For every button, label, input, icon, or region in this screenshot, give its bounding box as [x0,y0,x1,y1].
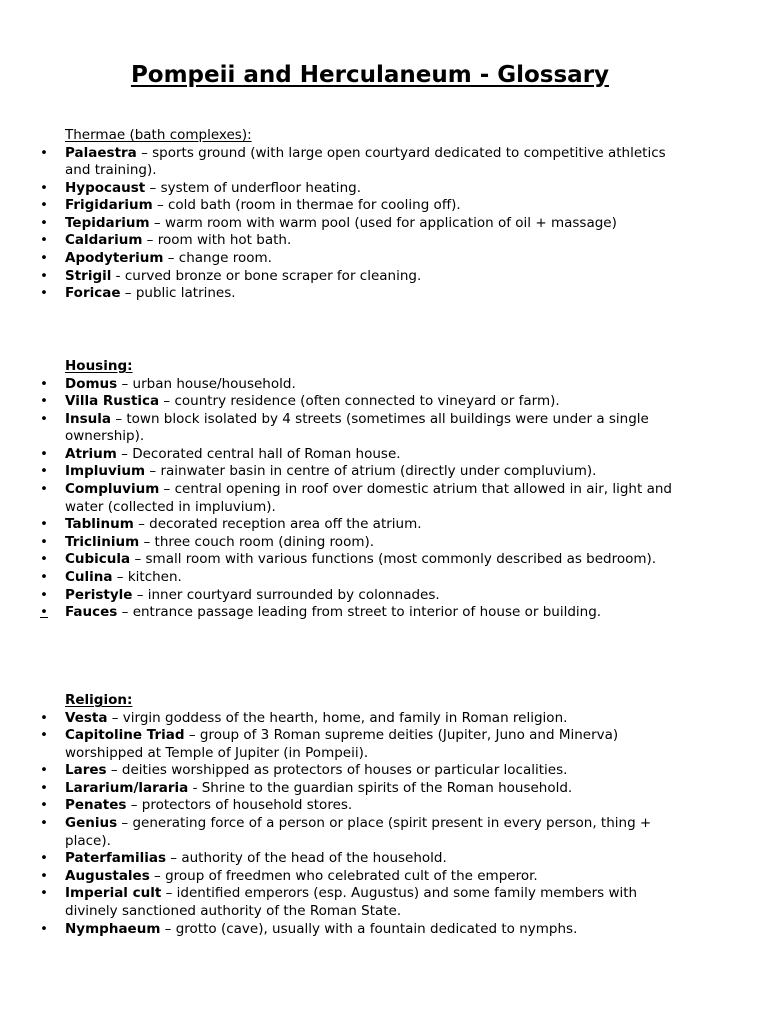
bullet-icon: • [40,197,48,214]
glossary-definition: - curved bronze or bone scraper for cleaning. [111,267,422,284]
glossary-term: Domus [65,375,118,392]
glossary-term: Lararium/lararia [65,779,189,796]
glossary-term: Triclinium [65,533,140,550]
bullet-icon: • [40,569,48,586]
glossary-definition: – country residence (often connected to vineyard or farm). [159,393,560,410]
glossary-definition: – warm room with warm pool (used for application of oil + massage) [149,214,617,231]
glossary-item [0,569,675,587]
glossary-item [0,268,675,286]
glossary-term: Augustales [65,867,150,884]
glossary-term: Insula [65,410,112,427]
glossary-definition: – urban house/household. [117,375,296,392]
glossary-definition: – grotto (cave), usually with a fountain dedicated to nymphs. [160,920,578,937]
bullet-icon: • [40,232,48,249]
bullet-icon: • [40,214,48,231]
glossary-term: Tablinum [65,516,134,533]
glossary-definition: – public latrines. [120,285,236,302]
glossary-definition: – entrance passage leading from street to interior of house or building. [117,604,602,621]
glossary-term: Culina [65,569,113,586]
glossary-definition: – town block isolated by 4 streets (sometimes all buildings were under a single ownership). [65,410,649,445]
glossary-definition: – central opening in roof over domestic atrium that allowed in air, light and water (collected in impluvium). [65,481,672,515]
glossary-item [0,411,675,446]
glossary-term: Caldarium [65,232,143,249]
glossary-item [0,815,675,850]
bullet-icon: • [40,551,48,568]
bullet-icon: • [40,709,48,726]
bullet-icon: • [40,727,48,744]
glossary-term: Vesta [65,709,108,726]
bullet-icon: • [40,797,48,814]
glossary-definition: – change room. [163,250,272,267]
glossary-item [0,868,675,886]
section-thermae [0,127,768,303]
glossary-definition: – rainwater basin in centre of atrium (directly under compluvium). [145,463,597,480]
glossary-item [0,534,675,552]
bullet-icon: • [40,516,48,533]
glossary-item [0,921,675,939]
glossary-term: Imperial cult [65,885,162,902]
glossary-term: Hypocaust [65,179,146,196]
glossary-term: Apodyterium [65,250,164,267]
bullet-icon: • [40,815,48,832]
glossary-term: Penates [65,797,127,814]
glossary-definition: – kitchen. [112,569,182,586]
glossary-item [0,180,675,198]
section-housing [0,358,768,622]
glossary-definition: – decorated reception area off the atrium. [133,516,422,533]
glossary-term: Nymphaeum [65,920,161,937]
glossary-term: Peristyle [65,586,133,603]
glossary-item [0,850,675,868]
bullet-icon: • [40,267,48,284]
bullet-icon: • [40,762,48,779]
glossary-item [0,285,675,303]
bullet-icon: • [40,533,48,550]
glossary-definition: – virgin goddess of the hearth, home, and family in Roman religion. [107,709,568,726]
section-heading-housing: Housing: [65,358,133,374]
bullet-icon: • [40,604,48,621]
glossary-term: Compluvium [65,481,160,498]
glossary-definition: – three couch room (dining room). [139,533,375,550]
glossary-item [0,250,675,268]
glossary-item [0,797,675,815]
glossary-definition: – generating force of a person or place (spirit present in every person, thing + place). [65,815,652,849]
bullet-icon: • [40,144,48,161]
glossary-list-thermae [0,145,768,303]
section-heading-thermae: Thermae (bath complexes): [65,127,252,143]
bullet-icon: • [40,885,48,902]
glossary-definition: – group of 3 Roman supreme deities (Jupiter, Juno and Minerva) worshipped at Temple of Jupiter (in Pompeii). [65,727,619,761]
glossary-term: Villa Rustica [65,393,160,410]
glossary-item [0,587,675,605]
glossary-term: Tepidarium [65,214,150,231]
bullet-icon: • [40,375,48,392]
glossary-item [0,481,675,516]
glossary-definition: – protectors of household stores. [126,797,353,814]
bullet-icon: • [40,779,48,796]
glossary-list-religion [0,710,768,939]
glossary-item [0,516,675,534]
glossary-term: Foricae [65,285,121,302]
glossary-term: Strigil [65,267,112,284]
glossary-item [0,232,675,250]
bullet-icon: • [40,920,48,937]
bullet-icon: • [40,285,48,302]
glossary-term: Genius [65,815,118,832]
glossary-item [0,145,675,180]
glossary-term: Lares [65,762,107,779]
glossary-item [0,463,675,481]
glossary-definition: – system of underfloor heating. [145,179,361,196]
glossary-definition: – group of freedmen who celebrated cult of the emperor. [149,867,538,884]
glossary-definition: – small room with various functions (most commonly described as bedroom). [130,551,657,568]
glossary-term: Fauces [65,604,118,621]
glossary-item [0,551,675,569]
glossary-item [0,885,675,920]
bullet-icon: • [40,850,48,867]
glossary-term: Atrium [65,445,117,462]
glossary-list-housing [0,376,768,622]
glossary-item [0,393,675,411]
glossary-term: Impluvium [65,463,146,480]
glossary-item [0,604,675,622]
glossary-definition: – Decorated central hall of Roman house. [116,445,401,462]
bullet-icon: • [40,179,48,196]
glossary-definition: – inner courtyard surrounded by colonnades. [132,586,440,603]
glossary-term: Palaestra [65,144,137,161]
glossary-item [0,780,675,798]
bullet-icon: • [40,586,48,603]
section-heading-religion: Religion: [65,692,133,708]
glossary-item [0,215,675,233]
bullet-icon: • [40,410,48,427]
glossary-definition: - Shrine to the guardian spirits of the Roman household. [188,779,573,796]
page-title: Pompeii and Herculaneum - Glossary [130,62,610,88]
bullet-icon: • [40,445,48,462]
bullet-icon: • [40,393,48,410]
glossary-definition: – deities worshipped as protectors of houses or particular localities. [106,762,568,779]
bullet-icon: • [40,481,48,498]
glossary-term: Capitoline Triad [65,727,185,744]
glossary-definition: – cold bath (room in thermae for cooling off). [152,197,461,214]
glossary-definition: – identified emperors (esp. Augustus) and some family members with divinely sanctioned authority of the Roman State. [65,885,638,920]
section-religion [0,692,768,938]
glossary-item [0,197,675,215]
glossary-term: Paterfamilias [65,850,166,867]
glossary-term: Cubicula [65,551,131,568]
glossary-definition: – sports ground (with large open courtyard dedicated to competitive athletics and training). [65,144,666,179]
bullet-icon: • [40,867,48,884]
glossary-term: Frigidarium [65,197,153,214]
bullet-icon: • [40,250,48,267]
glossary-item [0,446,675,464]
glossary-item [0,376,675,394]
bullet-icon: • [40,463,48,480]
glossary-item [0,762,675,780]
glossary-definition: – room with hot bath. [142,232,292,249]
glossary-item [0,710,675,728]
glossary-definition: – authority of the head of the household. [166,850,447,867]
glossary-item [0,727,675,762]
